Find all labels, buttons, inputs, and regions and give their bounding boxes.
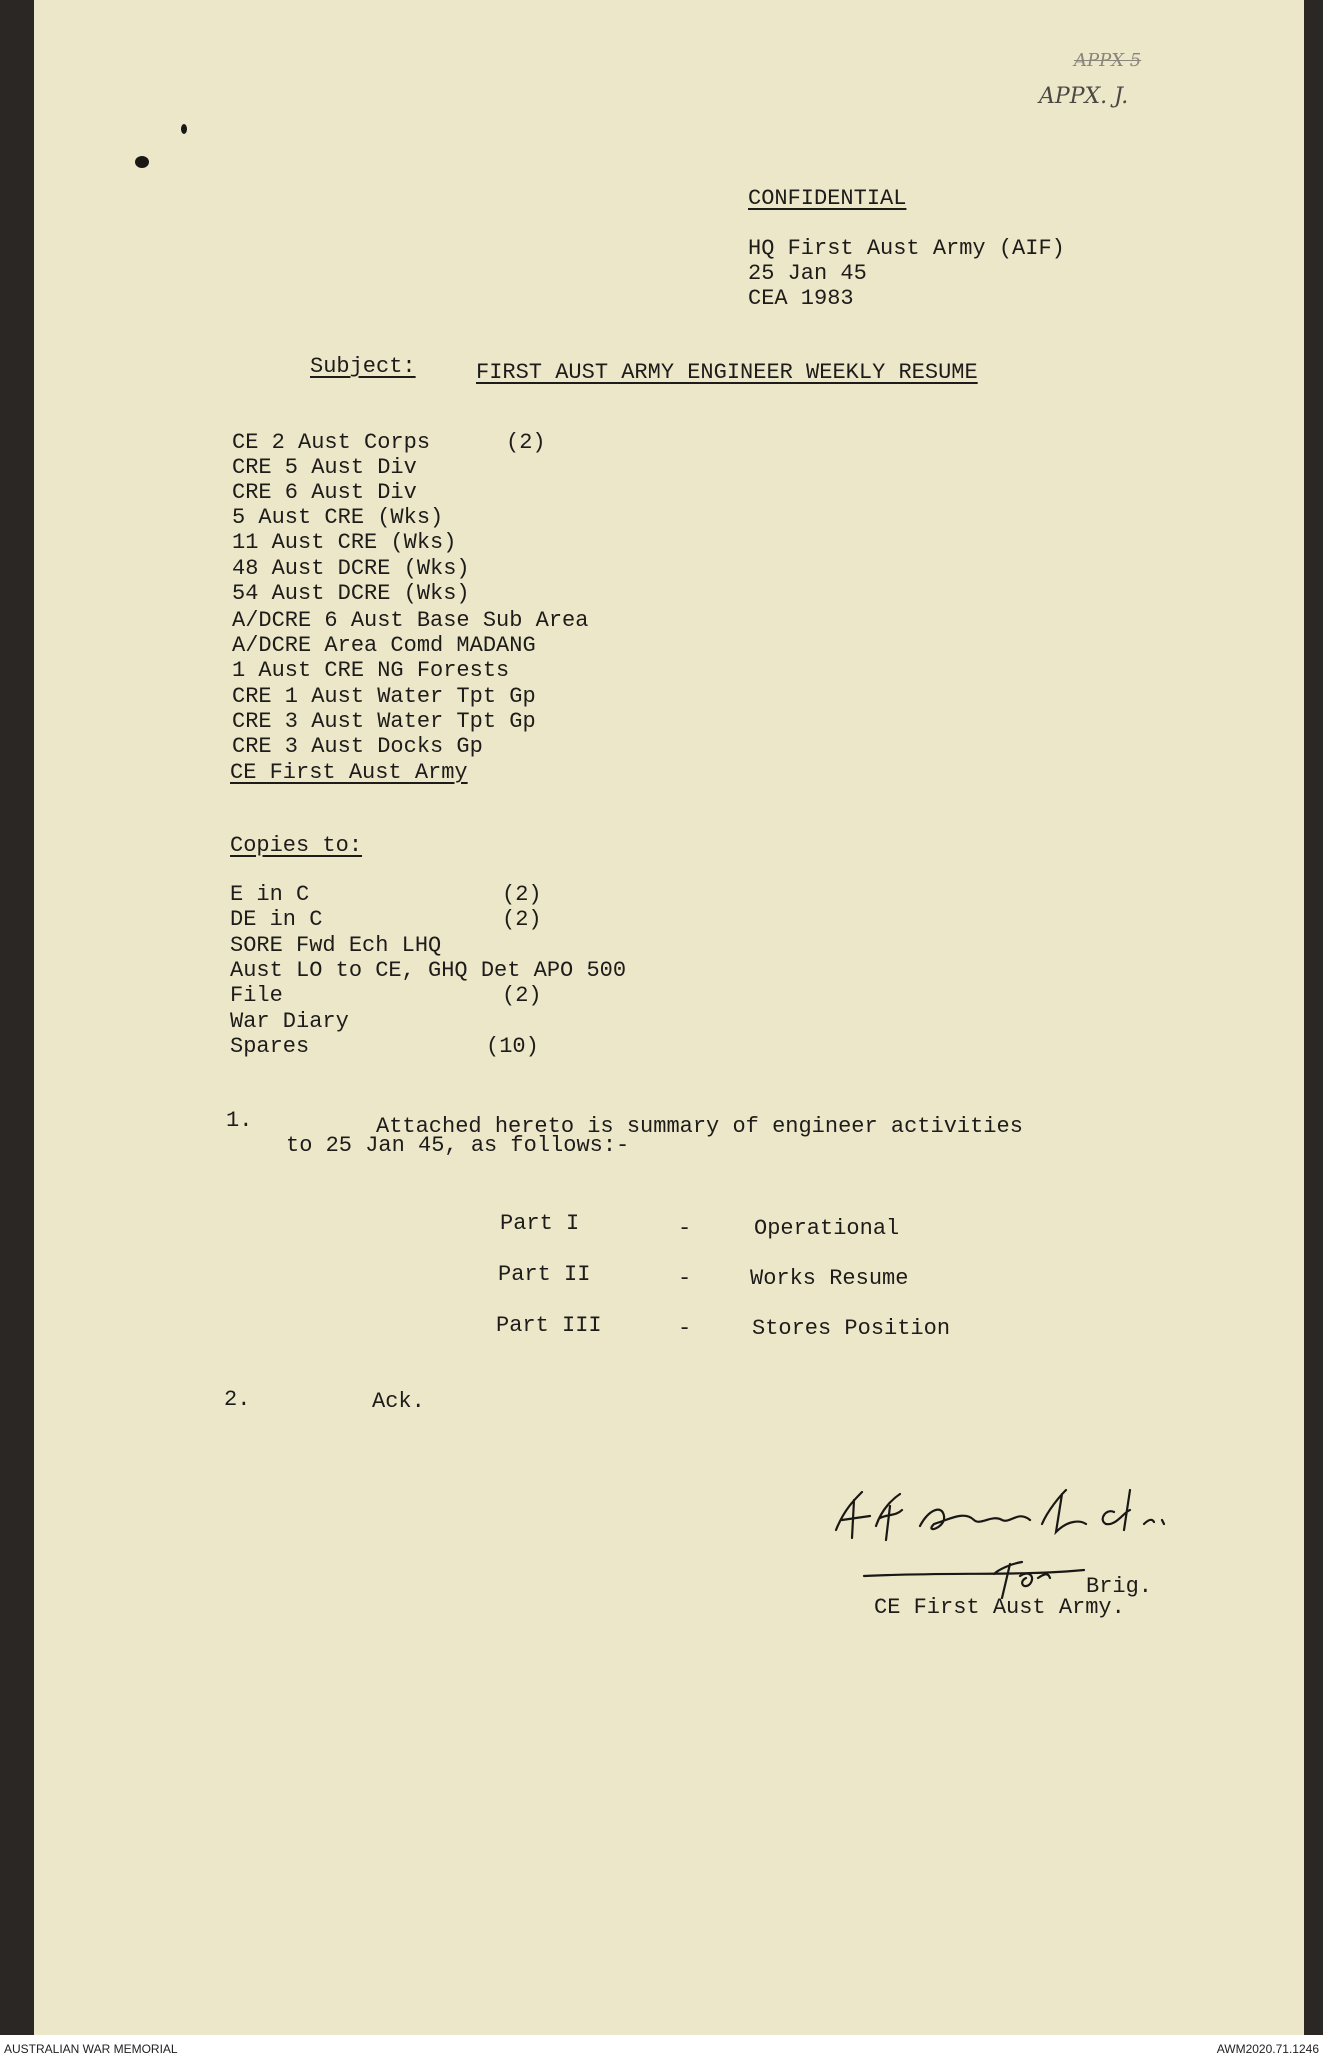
paragraph-2-number: 2. (224, 1387, 251, 1412)
copies-item: SORE Fwd Ech LHQ (230, 933, 442, 958)
part-label: Part I (500, 1211, 580, 1236)
footer-institution: AUSTRALIAN WAR MEMORIAL (4, 2042, 178, 2056)
copies-item: War Diary (230, 1009, 349, 1034)
copies-label: Copies to: (230, 833, 363, 858)
distribution-item: CRE 1 Aust Water Tpt Gp (232, 684, 536, 709)
ink-mark (181, 124, 187, 134)
crossed-out-annotation: APPX 5 (1074, 50, 1142, 71)
copies-item: E in C (230, 882, 310, 907)
copies-count: (10) (486, 1034, 539, 1059)
distribution-item: 54 Aust DCRE (Wks) (232, 581, 470, 606)
distribution-item: CE 2 Aust Corps (232, 430, 431, 455)
distribution-item: A/DCRE 6 Aust Base Sub Area (232, 608, 589, 633)
part-label: Part III (496, 1313, 602, 1338)
distribution-item: 5 Aust CRE (Wks) (232, 505, 444, 530)
distribution-item: 1 Aust CRE NG Forests (232, 658, 510, 683)
part-dash: - (678, 1316, 692, 1341)
distribution-item: CRE 6 Aust Div (232, 480, 417, 505)
distribution-item: CRE 5 Aust Div (232, 455, 417, 480)
appendix-annotation: APPX. J. (1039, 84, 1129, 109)
part-label: Part II (498, 1262, 591, 1287)
copies-item: Aust LO to CE, GHQ Det APO 500 (230, 958, 627, 983)
distribution-item: CRE 3 Aust Water Tpt Gp (232, 709, 536, 734)
classification: CONFIDENTIAL (748, 186, 907, 211)
part-title: Operational (754, 1216, 900, 1241)
part-dash: - (678, 1266, 692, 1291)
copies-item: Spares (230, 1034, 310, 1059)
part-title: Stores Position (752, 1316, 951, 1341)
distribution-item: CRE 3 Aust Docks Gp (232, 734, 483, 759)
copies-count: (2) (502, 882, 542, 907)
document-page (34, 0, 1304, 2035)
distribution-count: (2) (506, 430, 546, 455)
hq-line: HQ First Aust Army (AIF) (748, 236, 1065, 261)
ink-blot (135, 156, 149, 168)
paragraph-1-line-2: to 25 Jan 45, as follows:- (286, 1133, 630, 1158)
distribution-item: 11 Aust CRE (Wks) (232, 530, 457, 555)
part-dash: - (678, 1216, 692, 1241)
subject-label: Subject: (310, 354, 416, 379)
paragraph-1-number: 1. (226, 1108, 253, 1133)
distribution-item: A/DCRE Area Comd MADANG (232, 633, 536, 658)
reference-line: CEA 1983 (748, 286, 854, 311)
distribution-item: 48 Aust DCRE (Wks) (232, 556, 470, 581)
part-title: Works Resume (750, 1266, 909, 1291)
copies-count: (2) (502, 983, 542, 1008)
copies-count: (2) (502, 907, 542, 932)
paragraph-2-text: Ack. (372, 1389, 425, 1414)
paragraph-1-line-1: Attached hereto is summary of engineer activities (376, 1114, 1023, 1139)
date-line: 25 Jan 45 (748, 261, 867, 286)
copies-item: DE in C (230, 907, 323, 932)
distribution-item: CE First Aust Army (230, 760, 468, 785)
signature-title: CE First Aust Army. (874, 1595, 1125, 1620)
copies-item: File (230, 983, 283, 1008)
subject-text: FIRST AUST ARMY ENGINEER WEEKLY RESUME (476, 360, 978, 385)
footer-accession-number: AWM2020.71.1246 (1216, 2042, 1319, 2056)
archive-footer (0, 2035, 1323, 2061)
signature-rank: Brig. (1086, 1574, 1153, 1599)
